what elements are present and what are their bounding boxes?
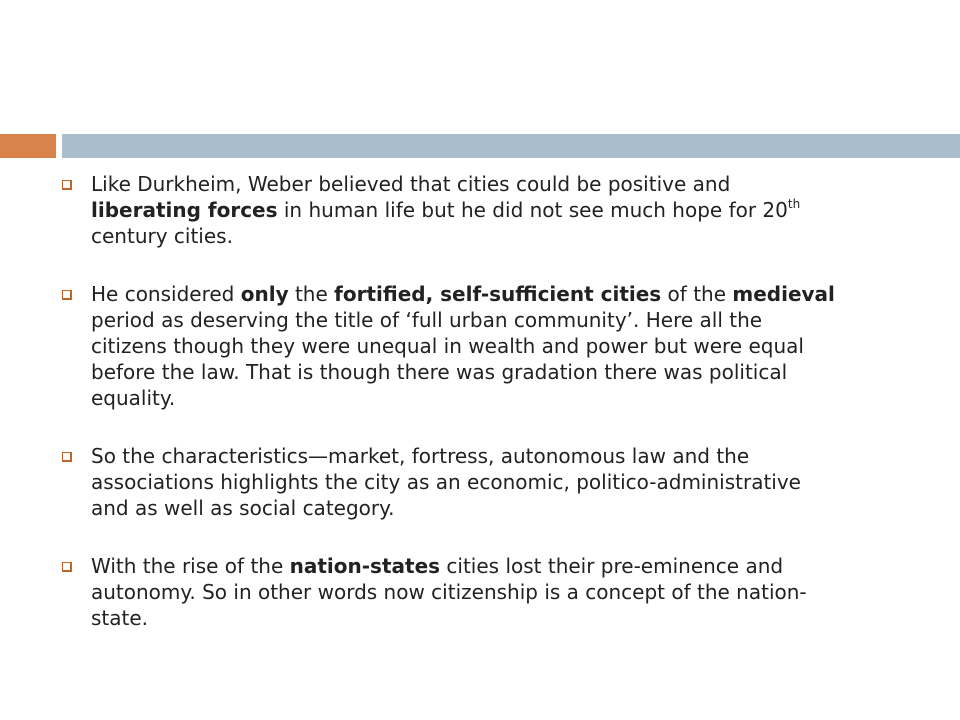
bullet-text: of the	[661, 282, 733, 306]
bullet-emphasis: medieval	[732, 282, 835, 306]
header-accent-bar-blue	[62, 134, 960, 158]
bullet-text: cities lost their pre-eminence and autonomy. So in other words now citizenship is a concept of the nation-state.	[91, 554, 807, 630]
hollow-square-bullet-icon	[62, 290, 72, 300]
bullet-text: So the characteristics—market, fortress, autonomous law and the associations highlights the city as an economic, politico-administrative and as well as social category.	[91, 444, 801, 520]
bullet-emphasis: fortified, self-sufficient cities	[334, 282, 662, 306]
bullet-text: He considered	[91, 282, 241, 306]
bullet-text: period as deserving the title of ‘full urban community’. Here all the citizens though they were unequal in wealth and power but were equal before the law. That is though there was gradation there was political equality.	[91, 308, 804, 410]
header-accent-bar-orange	[0, 134, 56, 158]
bullet-text: in human life but he did not see much hope for 20	[277, 198, 788, 222]
bullet-text: With the rise of the	[91, 554, 290, 578]
bullet-item-1	[56, 171, 836, 249]
bullet-text: century cities.	[91, 224, 233, 248]
bullet-item-2	[56, 281, 836, 411]
hollow-square-bullet-icon	[62, 562, 72, 572]
ordinal-superscript: th	[787, 197, 801, 211]
bullet-emphasis: only	[240, 282, 289, 306]
bullet-emphasis: liberating forces	[91, 198, 278, 222]
hollow-square-bullet-icon	[62, 452, 72, 462]
slide-body	[56, 171, 836, 631]
hollow-square-bullet-icon	[62, 180, 72, 190]
bullet-item-4	[56, 553, 836, 631]
bullet-text: the	[288, 282, 335, 306]
bullet-item-3	[56, 443, 836, 521]
bullet-text: Like Durkheim, Weber believed that cities could be positive and	[91, 172, 731, 196]
bullet-emphasis: nation-states	[289, 554, 441, 578]
